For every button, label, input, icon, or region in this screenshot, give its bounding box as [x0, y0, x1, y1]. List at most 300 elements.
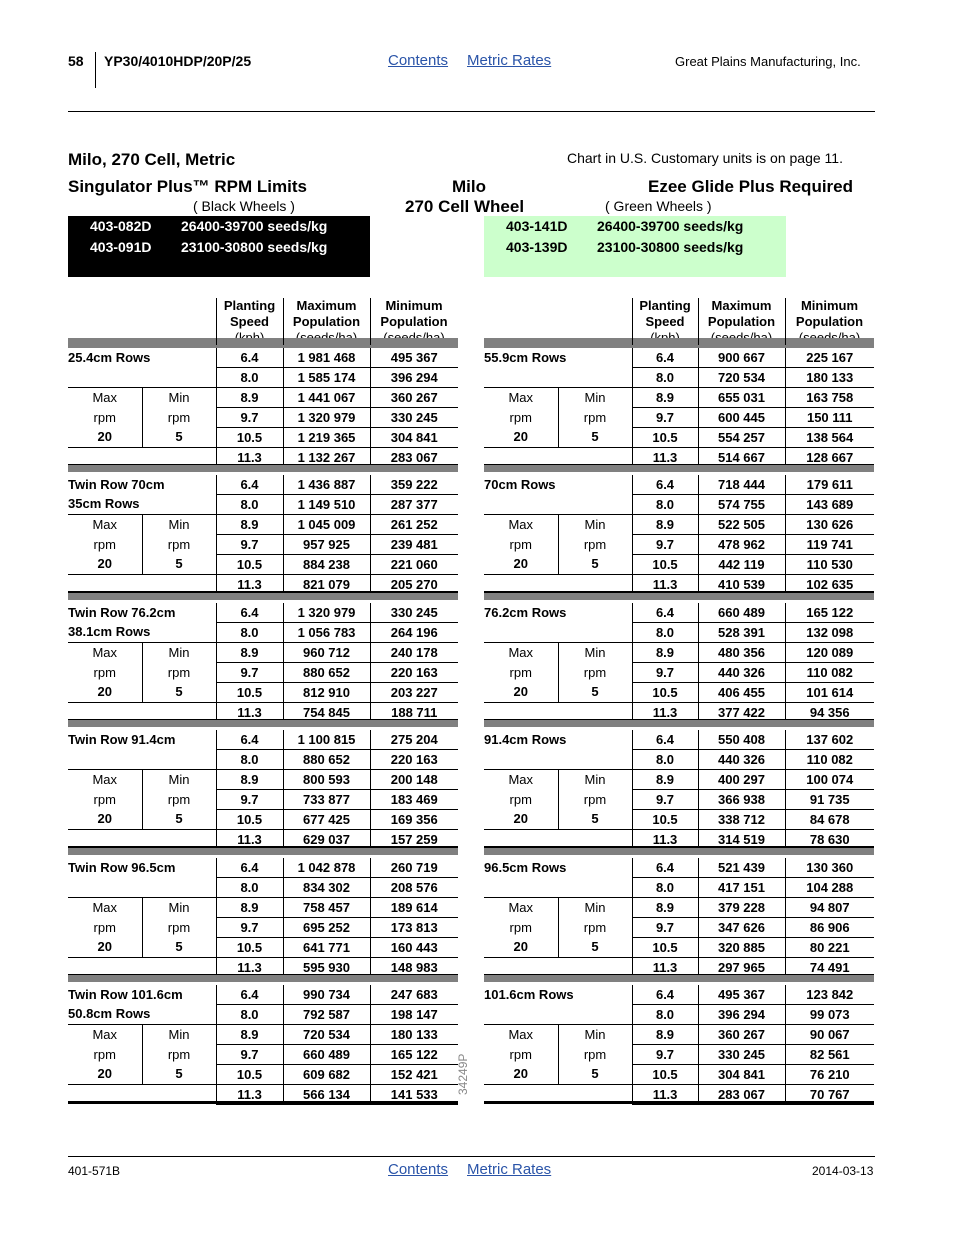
table-row [484, 1025, 874, 1045]
speed-cell: 9.7 [632, 1045, 698, 1065]
speed-cell: 6.4 [216, 348, 283, 368]
speed-cell: 11.3 [632, 703, 698, 723]
max-rpm-value: 20 [68, 683, 142, 703]
max-rpm-value: 20 [484, 810, 558, 830]
speed-cell: 11.3 [632, 575, 698, 595]
speed-cell: 6.4 [216, 475, 283, 495]
speed-cell: 8.0 [632, 495, 698, 515]
speed-cell: 8.0 [632, 1005, 698, 1025]
max-population-cell: 990 734 [283, 985, 370, 1005]
table-row [484, 348, 874, 368]
max-population-cell: 754 845 [283, 703, 370, 723]
speed-cell: 6.4 [632, 730, 698, 750]
max-population-cell: 660 489 [698, 603, 785, 623]
min-rpm-value: 5 [142, 555, 216, 575]
min-rpm-label: Min [142, 1025, 216, 1045]
speed-cell: 8.9 [216, 1025, 283, 1045]
max-population-cell: 834 302 [283, 878, 370, 898]
min-rpm-value: 5 [558, 555, 632, 575]
min-population-cell: 360 267 [370, 388, 458, 408]
min-title-1: Minimum [385, 298, 443, 313]
table-row [68, 623, 458, 643]
rpm-unit-label: rpm [93, 919, 116, 935]
table-row [68, 475, 458, 495]
left-header-bar [68, 345, 458, 348]
table-row [68, 368, 458, 388]
min-title-2: Population [380, 314, 448, 329]
row-spacing-label: 96.5cm Rows [484, 859, 567, 875]
speed-cell: 11.3 [216, 1085, 283, 1105]
min-population-cell: 100 074 [785, 770, 874, 790]
min-population-cell: 110 082 [785, 750, 874, 770]
row-spacing-label: 76.2cm Rows [484, 604, 567, 620]
speed-cell: 8.0 [216, 368, 283, 388]
customary-units-note: Chart in U.S. Customary units is on page 11. [567, 150, 843, 166]
table-row [68, 858, 458, 878]
speed-cell: 10.5 [632, 1065, 698, 1085]
speed-cell: 8.9 [632, 770, 698, 790]
table-row [484, 495, 874, 515]
ezee-glide-heading: Ezee Glide Plus Required [648, 177, 854, 196]
speed-cell: 8.0 [632, 878, 698, 898]
max-population-cell: 314 519 [698, 830, 785, 850]
min-population-cell: 330 245 [370, 603, 458, 623]
rpm-unit-label: rpm [558, 790, 632, 810]
right-block-top-bar [484, 593, 874, 600]
table-row [68, 750, 458, 770]
max-population-cell: 400 297 [698, 770, 785, 790]
speed-cell: 9.7 [632, 408, 698, 428]
rpm-unit-label: rpm [142, 790, 216, 810]
min-population-cell: 157 259 [370, 830, 458, 850]
max-population-cell: 1 056 783 [283, 623, 370, 643]
table-row [68, 495, 458, 515]
min-rpm-value: 5 [558, 683, 632, 703]
min-population-cell: 76 210 [785, 1065, 874, 1085]
min-population-cell: 148 983 [370, 958, 458, 978]
min-population-cell: 179 611 [785, 475, 874, 495]
min-rpm-label: Min [558, 643, 632, 663]
min-rpm-value: 5 [142, 1065, 216, 1085]
max-population-cell: 304 841 [698, 1065, 785, 1085]
speed-cell: 8.0 [216, 495, 283, 515]
min-population-cell: 130 626 [785, 515, 874, 535]
right-rate-table [484, 475, 874, 595]
min-population-cell: 189 614 [370, 898, 458, 918]
row-spacing-sublabel [484, 750, 632, 770]
green-wheel-part-1: 403-141D [506, 218, 568, 234]
min-rpm-label: Min [558, 1025, 632, 1045]
max-population-cell: 720 534 [283, 1025, 370, 1045]
speed-cell: 11.3 [216, 448, 283, 468]
min-population-cell: 101 614 [785, 683, 874, 703]
table-row [484, 643, 874, 663]
table-row [484, 790, 874, 810]
table-row [484, 730, 874, 750]
table-row [484, 750, 874, 770]
max-population-cell: 1 320 979 [283, 408, 370, 428]
max-population-cell: 1 320 979 [283, 603, 370, 623]
speed-cell: 10.5 [216, 428, 283, 448]
table-row [484, 535, 874, 555]
min-population-cell: 239 481 [370, 535, 458, 555]
max-rpm-label: Max [508, 389, 534, 405]
max-rpm-label: Max [92, 644, 118, 660]
min-population-cell: 110 530 [785, 555, 874, 575]
table-row [484, 603, 874, 623]
min-population-cell: 283 067 [370, 448, 458, 468]
speed-cell: 9.7 [632, 790, 698, 810]
right-rate-table [484, 730, 874, 850]
max-rpm-label: Max [508, 644, 534, 660]
max-population-cell: 521 439 [698, 858, 785, 878]
table-row [68, 643, 458, 663]
max-population-cell: 960 712 [283, 643, 370, 663]
green-wheel-part-2: 403-139D [506, 239, 568, 255]
max-rpm-value: 20 [484, 683, 558, 703]
max-population-cell: 338 712 [698, 810, 785, 830]
max-population-cell: 1 100 815 [283, 730, 370, 750]
row-spacing-sublabel [68, 750, 216, 770]
min-population-cell: 130 360 [785, 858, 874, 878]
max-population-cell: 406 455 [698, 683, 785, 703]
left-header-divider [283, 298, 284, 348]
left-block-top-bar [68, 465, 458, 472]
min-population-cell: 120 089 [785, 643, 874, 663]
speed-cell: 8.0 [216, 1005, 283, 1025]
max-population-cell: 1 132 267 [283, 448, 370, 468]
min-population-cell: 104 288 [785, 878, 874, 898]
table-row [68, 428, 458, 448]
table-row [68, 810, 458, 830]
table-row [68, 603, 458, 623]
min-rpm-label: Min [558, 770, 632, 790]
black-wheel-part-2: 403-091D [90, 239, 152, 255]
max-population-cell: 528 391 [698, 623, 785, 643]
max-population-cell: 609 682 [283, 1065, 370, 1085]
speed-cell: 8.0 [216, 878, 283, 898]
right-block-top-bar [484, 465, 874, 472]
footer-rule [68, 1156, 875, 1157]
speed-cell: 11.3 [216, 830, 283, 850]
speed-cell: 6.4 [632, 603, 698, 623]
table-row [484, 408, 874, 428]
speed-cell: 8.0 [632, 750, 698, 770]
rpm-unit-label: rpm [509, 791, 532, 807]
min-population-cell: 205 270 [370, 575, 458, 595]
table-row [484, 515, 874, 535]
table-row [68, 663, 458, 683]
max-rpm-label: Max [508, 1026, 534, 1042]
speed-cell: 6.4 [216, 603, 283, 623]
max-population-cell: 396 294 [698, 1005, 785, 1025]
right-rate-table [484, 348, 874, 468]
footer-metric-rates-link[interactable]: Metric Rates [467, 1161, 552, 1178]
rpm-unit-label: rpm [558, 1045, 632, 1065]
min-population-cell: 70 767 [785, 1085, 874, 1105]
speed-cell: 6.4 [216, 858, 283, 878]
speed-cell: 8.9 [632, 388, 698, 408]
table-row [484, 898, 874, 918]
row-spacing-label: Twin Row 91.4cm [68, 731, 176, 747]
min-rpm-value: 5 [142, 938, 216, 958]
max-population-cell: 957 925 [283, 535, 370, 555]
min-rpm-label: Min [142, 770, 216, 790]
max-population-cell: 566 134 [283, 1085, 370, 1105]
min-rpm-value: 5 [142, 428, 216, 448]
min-population-cell: 330 245 [370, 408, 458, 428]
min-population-cell: 94 807 [785, 898, 874, 918]
max-population-cell: 554 257 [698, 428, 785, 448]
rpm-unit-label: rpm [93, 791, 116, 807]
speed-cell: 9.7 [632, 535, 698, 555]
rpm-unit-label: rpm [142, 535, 216, 555]
company-name: Great Plains Manufacturing, Inc. [675, 54, 861, 69]
speed-cell: 8.9 [216, 388, 283, 408]
table-row [68, 985, 458, 1005]
min-population-cell: 200 148 [370, 770, 458, 790]
max-population-cell: 655 031 [698, 388, 785, 408]
min-population-cell: 165 122 [370, 1045, 458, 1065]
speed-cell: 8.0 [216, 623, 283, 643]
min-population-cell: 220 163 [370, 663, 458, 683]
max-population-cell: 514 667 [698, 448, 785, 468]
min-population-cell: 141 533 [370, 1085, 458, 1105]
left-header-divider [370, 298, 371, 348]
speed-cell: 10.5 [632, 683, 698, 703]
max-population-cell: 695 252 [283, 918, 370, 938]
row-spacing-sublabel [484, 368, 632, 388]
max-population-cell: 677 425 [283, 810, 370, 830]
speed-cell: 9.7 [216, 535, 283, 555]
left-rate-table [68, 985, 458, 1105]
min-population-cell: 99 073 [785, 1005, 874, 1025]
right-rate-table [484, 985, 874, 1105]
table-row [68, 770, 458, 790]
table-row [68, 555, 458, 575]
table-row [68, 1025, 458, 1045]
speed-cell: 10.5 [632, 428, 698, 448]
speed-cell: 11.3 [632, 1085, 698, 1105]
speed-cell: 10.5 [216, 938, 283, 958]
min-population-cell: 208 576 [370, 878, 458, 898]
table-row [484, 555, 874, 575]
max-population-cell: 884 238 [283, 555, 370, 575]
min-rpm-value: 5 [558, 810, 632, 830]
row-spacing-sublabel: 50.8cm Rows [68, 1005, 216, 1025]
min-population-cell: 180 133 [370, 1025, 458, 1045]
row-spacing-sublabel [484, 878, 632, 898]
table-row [484, 1065, 874, 1085]
max-title-1: Maximum [296, 298, 357, 313]
row-spacing-label: Twin Row 101.6cm [68, 986, 183, 1002]
black-wheel-range-1: 26400-39700 seeds/kg [181, 218, 328, 234]
section-title: Milo, 270 Cell, Metric [68, 150, 236, 169]
max-population-cell: 495 367 [698, 985, 785, 1005]
row-spacing-label: Twin Row 70cm [68, 476, 165, 492]
max-population-cell: 800 593 [283, 770, 370, 790]
row-spacing-label: 25.4cm Rows [68, 349, 151, 365]
min-population-cell: 183 469 [370, 790, 458, 810]
min-population-cell: 132 098 [785, 623, 874, 643]
table-row [484, 663, 874, 683]
max-population-cell: 410 539 [698, 575, 785, 595]
table-row [68, 790, 458, 810]
min-rpm-label: Min [558, 898, 632, 918]
max-population-cell: 900 667 [698, 348, 785, 368]
left-block-top-bar [68, 338, 458, 345]
table-row [484, 683, 874, 703]
green-wheel-box [484, 216, 786, 277]
speed-cell: 9.7 [216, 790, 283, 810]
min-population-cell: 247 683 [370, 985, 458, 1005]
min-title-2: Population [795, 314, 864, 329]
table-row [484, 770, 874, 790]
speed-cell: 8.9 [632, 898, 698, 918]
max-population-cell: 360 267 [698, 1025, 785, 1045]
max-rpm-value: 20 [484, 938, 558, 958]
speed-cell: 11.3 [216, 575, 283, 595]
min-rpm-label: Min [142, 388, 216, 408]
table-row [68, 730, 458, 750]
rpm-unit-label: rpm [509, 664, 532, 680]
min-rpm-label: Min [142, 898, 216, 918]
black-wheel-box [68, 216, 370, 277]
speed-cell: 8.0 [216, 750, 283, 770]
min-rpm-label: Min [142, 643, 216, 663]
max-population-cell: 600 445 [698, 408, 785, 428]
table-row [484, 388, 874, 408]
speed-cell: 8.9 [216, 770, 283, 790]
left-block-top-bar [68, 848, 458, 855]
min-population-cell: 287 377 [370, 495, 458, 515]
left-block-top-bar [68, 975, 458, 982]
max-rpm-label: Max [92, 899, 118, 915]
table-row [68, 1065, 458, 1085]
left-block-top-bar [68, 720, 458, 727]
speed-title-2: Speed [229, 314, 269, 329]
speed-cell: 8.9 [216, 898, 283, 918]
rpm-unit-label: rpm [93, 409, 116, 425]
max-rpm-label: Max [92, 1026, 118, 1042]
max-rpm-value: 20 [484, 428, 558, 448]
speed-cell: 10.5 [632, 938, 698, 958]
speed-cell: 10.5 [216, 555, 283, 575]
min-rpm-value: 5 [142, 683, 216, 703]
speed-title-2: Speed [645, 314, 685, 329]
table-row [484, 623, 874, 643]
min-population-cell: 221 060 [370, 555, 458, 575]
min-population-cell: 123 842 [785, 985, 874, 1005]
min-population-cell: 86 906 [785, 918, 874, 938]
table-row [68, 918, 458, 938]
doc-date: 2014-03-13 [812, 1164, 874, 1178]
min-population-cell: 198 147 [370, 1005, 458, 1025]
max-population-cell: 733 877 [283, 790, 370, 810]
min-population-cell: 261 252 [370, 515, 458, 535]
rpm-unit-label: rpm [93, 664, 116, 680]
min-population-cell: 80 221 [785, 938, 874, 958]
black-wheels-label: ( Black Wheels ) [193, 198, 295, 214]
speed-cell: 9.7 [216, 663, 283, 683]
min-population-cell: 110 082 [785, 663, 874, 683]
min-population-cell: 152 421 [370, 1065, 458, 1085]
table-row [68, 898, 458, 918]
min-population-cell: 225 167 [785, 348, 874, 368]
max-population-cell: 478 962 [698, 535, 785, 555]
min-population-cell: 304 841 [370, 428, 458, 448]
max-rpm-value: 20 [484, 1065, 558, 1085]
header-divider [95, 52, 96, 88]
speed-cell: 10.5 [216, 683, 283, 703]
max-population-cell: 379 228 [698, 898, 785, 918]
max-population-cell: 880 652 [283, 663, 370, 683]
speed-cell: 10.5 [216, 1065, 283, 1085]
max-population-cell: 595 930 [283, 958, 370, 978]
speed-cell: 11.3 [216, 703, 283, 723]
rpm-unit-label: rpm [558, 535, 632, 555]
rpm-unit-label: rpm [558, 408, 632, 428]
footer-contents-link[interactable]: Contents [388, 1161, 449, 1178]
row-spacing-sublabel [484, 495, 632, 515]
speed-cell: 11.3 [632, 958, 698, 978]
max-population-cell: 718 444 [698, 475, 785, 495]
row-spacing-label: Twin Row 76.2cm [68, 604, 176, 620]
right-block-top-bar [484, 338, 874, 345]
row-spacing-sublabel [484, 1005, 632, 1025]
speed-cell: 6.4 [216, 730, 283, 750]
speed-cell: 6.4 [632, 348, 698, 368]
speed-cell: 9.7 [216, 408, 283, 428]
speed-cell: 9.7 [216, 918, 283, 938]
row-spacing-sublabel: 35cm Rows [68, 495, 216, 515]
max-rpm-value: 20 [68, 428, 142, 448]
metric-rates-link[interactable]: Metric Rates [467, 52, 552, 69]
right-block-bottom-rule [484, 1101, 874, 1104]
min-population-cell: 160 443 [370, 938, 458, 958]
min-population-cell: 84 678 [785, 810, 874, 830]
max-population-cell: 550 408 [698, 730, 785, 750]
min-population-cell: 82 561 [785, 1045, 874, 1065]
left-block-top-bar [68, 593, 458, 600]
min-title-1: Minimum [800, 298, 859, 313]
min-population-cell: 138 564 [785, 428, 874, 448]
rpm-unit-label: rpm [509, 536, 532, 552]
max-rpm-value: 20 [484, 555, 558, 575]
table-row [484, 810, 874, 830]
speed-cell: 10.5 [216, 810, 283, 830]
table-row [484, 475, 874, 495]
min-population-cell: 128 667 [785, 448, 874, 468]
row-spacing-sublabel: 38.1cm Rows [68, 623, 216, 643]
table-row [484, 918, 874, 938]
right-block-top-bar [484, 848, 874, 855]
table-row [484, 938, 874, 958]
rpm-unit-label: rpm [142, 663, 216, 683]
max-population-cell: 480 356 [698, 643, 785, 663]
min-rpm-label: Min [558, 515, 632, 535]
min-population-cell: 137 602 [785, 730, 874, 750]
max-population-cell: 417 151 [698, 878, 785, 898]
max-rpm-label: Max [92, 516, 118, 532]
speed-cell: 9.7 [632, 663, 698, 683]
max-population-cell: 283 067 [698, 1085, 785, 1105]
table-row [68, 348, 458, 368]
min-population-cell: 359 222 [370, 475, 458, 495]
contents-link[interactable]: Contents [388, 52, 449, 69]
max-rpm-label: Max [508, 771, 534, 787]
max-rpm-label: Max [508, 899, 534, 915]
